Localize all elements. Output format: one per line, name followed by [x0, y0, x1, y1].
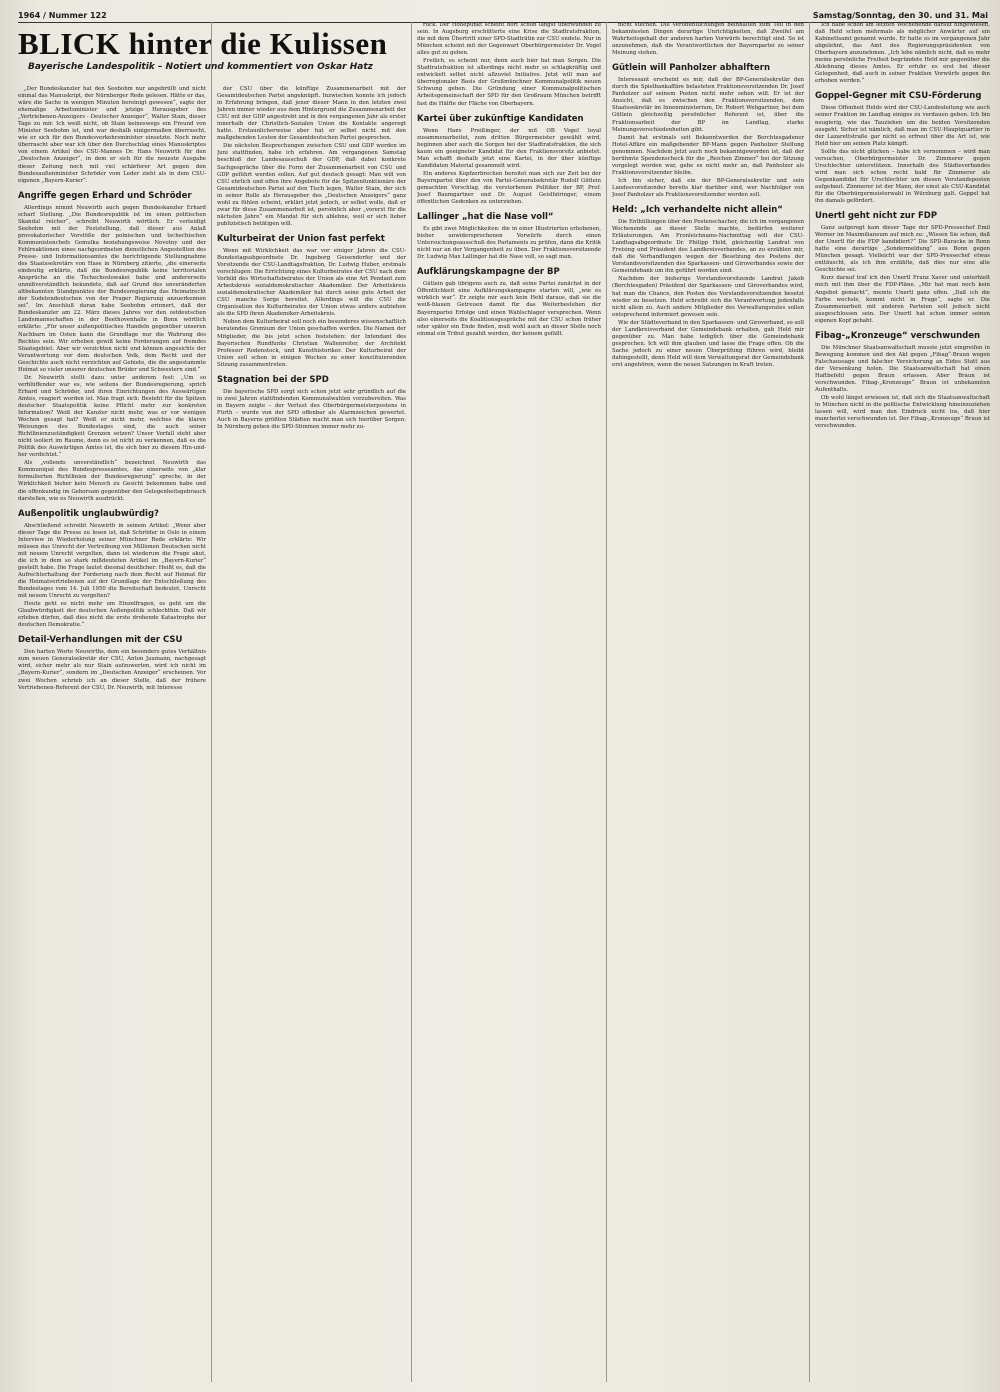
subheading: Fibag-„Kronzeuge“ verschwunden	[815, 330, 981, 341]
paragraph: Allerdings nimmt Neuwirth auch gegen Bundeskanzler Erhard scharf Stellung. „Die Bundesrepublik ist im einen politischen Skandal reicher“, schreibt Neuwirth wörtlich. Er verteidigt Seebohm mit der Feststellung, daß dieser aus Anlaß provokatorischer Vorstöße der polnischen und tschechischen Kommunistenchefs Gomulka beziehungsweise Novotny und der Fehlreaktionen eines nachgeordneten dienstlichen Angestellten des Presse- und Informationsamtes die berichtigende Stellungnahme des Staatssekretärs von Hase in Nürnberg zitierte, „die einerseits eindeutig erklärte, daß die Bundesrepublik keine territorialen Ansprüche an die Tschechoslowakei habe und andererseits unmißverständlich bekundete, daß auf Grund des unveränderten altbekannten Standpunktes der Bundesregierung das Heimatrecht der Sudetendeutschen von der Prager Regierung anzuerkennen sei“. Im Anschluß daran habe Seebohm erinnert, daß der Bundeskanzler am 22. März dieses Jahres vor den ostdeutschen Landsmannschaften in der Beethovenhalle in Bonn wörtlich erklärte: „Für unser außenpolitisches Handeln gegenüber unseren Nachbarn im Osten kann die Grundlage nur die Wahrung des Rechtes sein. Wir erheben gewiß keine Forderungen auf fremdes Staatsgebiet. Aber wir verzichten nicht und können angesichts der Verantwortung vor dem deutschen Volk, dem Recht und der Geschichte auch nicht verzichten auf Gebiete, die die angestammte Heimat so vieler unserer deutschen Brüder und Schwestern sind.“	[18, 204, 206, 373]
subheading: Gütlein will Panholzer abhalftern	[612, 63, 770, 74]
subheading: Lallinger „hat die Nase voll“	[417, 212, 554, 223]
column-rule	[606, 22, 607, 1382]
paragraph: Die bayerische SPD sorgt sich schon jetzt sehr gründlich auf die in zwei Jahren stattfindenden Kommunalwahlen vorzubereiten. Was in Bayern zeigte – der Verlust des Oberbürgermeisterpostens in Fürth – wurde von der SPD offenbar als Alarmzeichen gewertet. Auch in Bayerns größten Städten macht man sich hierüber Sorgen: In Nürnberg gehen die SPD-Stimmen immer mehr zu-	[217, 388, 406, 430]
paragraph: Den harten Worte Neuwirths, dem ein besonders gutes Verhältnis zum neuen Generalsekretär der CSU, Anton Jaumann, nachgesagt wird, sicher mehr als nur Stain aufzuwerten, wird ich nicht im „Bayern-Kurier“, sondern im „Deutschen Anzeiger“ erscheinen. Vor zwei Wochen schrieb ich an dieser Stelle, daß der frühere Vertriebenen-Referent der CSU, Dr. Neuwirth, mit Interesse	[18, 649, 206, 691]
paragraph: rück. Der Höhepunkt scheint dort schon längst überwunden zu sein. In Augsburg erschütterte eine Krise die Stadtratsfraktion, die mit dem Übertritt einer SPD-Stadträtin zur CSU endete. Nur in München scheint mit der Gegenwart Oberbürgermeister Dr. Vogel alles gut zu gehen.	[417, 22, 601, 57]
paragraph: Nachdem der bisherige Vorstandsvorsitzende Landrat Jakob (Berchtesgaden) Präsident der Sparkassen- und Giroverbandes wird, hat man die Chance, den Posten des Vorstandsvorsitzenden besetzt wieder zu besetzen. Held schreibt sich die Verantwortung jedenfalls nicht allein zu. Auch andere Mitglieder des Verwaltungsrates sollen entsprechend informiert gewesen sein.	[612, 276, 804, 318]
subheading: Stagnation bei der SPD	[217, 374, 329, 385]
subheading: Detail-Verhandlungen mit der CSU	[18, 635, 183, 646]
article-column-5	[815, 22, 990, 1386]
column-rule	[211, 22, 212, 1382]
paragraph: Dr. Neuwirth stellt dazu unter anderem fest: „Um so verblüffender war es, wie seitens der Bundesregierung, sprich Erhard und Schröder, und ihren Einrichtungen des Auswärtigen Amtes, reagiert worden ist. Man fragt sich: Besteht für die Spitzen deutscher Staatspolitik keine Pflicht mehr zur konkreten Information? Weiß der Kanzler nicht mehr, was er vor wenigen Wochen gesagt hat? Weiß er nicht mehr, welches die klaren Weisungen des Bundestages sind, die auch seiner Richtlinienzuständigkeit Grenzen setzen? Unser Vorfall steht aber nicht isoliert im Raume, denn es ist nicht zu verkennen, daß es die Politik des Auswärtigen Amtes ist, die sich hier zu diesem Hin-und-her verdichtet.“	[18, 374, 206, 459]
subheading: Held: „Ich verhandelte nicht allein“	[612, 205, 783, 216]
subheading: Außenpolitik unglaubwürdig?	[18, 508, 159, 519]
paragraph: Die Münchner Staatsanwaltschaft musste jetzt eingreifen in Bewegung kommen und den Akt gegen „Fibag“-Braun wegen Falschaussage und falscher Versicherung an Eides Statt aus der Versenkung holen. Die Staatsanwaltschaft hat einen Haftbefehl gegen Braun erlassen. Aber Braun ist verschwunden. Fibag-„Kronzeuge“ Braun ist unbekannten Aufenthalts.	[815, 344, 990, 394]
page-header	[18, 6, 988, 23]
paragraph: Ganz aufgeregt kam dieser Tage der SPD-Pressechef Emil Werner im Maximilianeum auf mich zu: „Wissen Sie schon, daß der Unertl für die FDP kandidiert?“ Die SPD-Baracke in Bonn hatte eine derartige „Sondermeldung“ aus Bonn gegen München gesagt. Vielleicht war der SPD-Pressechef etwas enttäuscht, als ich ihm erzählte, daß dies nur eine alte Geschichte sei.	[815, 225, 990, 274]
paragraph: Gütlein gab übrigens auch zu, daß seine Partei zunächst in der Öffentlichkeit eine Aufklärungskampagne starten will, „wie es wirklich war“. Er zeigte mir auch kein Hehl daraus, daß sie die weiß-blauen Getreuen damit für das Weiterbestehen der Bayernpartei Erfolge und einen Wahlschlager versprechen. Wenn also einerseits die Koalitionsgespräche mit der CSU schon früher oder später ein Ende finden, muß wohl auch an dieser Stelle noch einmal ein Tribut gezahlt werden, der keinem gefällt.	[417, 281, 601, 337]
paragraph: Ob wohl längst erwiesen ist, daß sich die Staatsanwaltschaft in München nicht in die politische Entwicklung hineinzuziehen lassen will, wird man den Eindruck nicht los, daß hier mancherlei verschwunden ist. Der Fibag-„Kronzeuge“ Braun ist verschwunden.	[815, 395, 990, 430]
paragraph: Freilich, es scheint nur, denn auch hier hat man Sorgen. Die Stadtratsfraktion ist allerdings nicht mehr so schlagkräftig und entwickelt selbst nicht allzuviel Initiative. Jetzt will man auf überregionaler Basis der Großmünchner Kommunalpolitik neuen Schwung geben. Die Gründung einer Kommunalpolitischen Arbeitsgemeinschaft der SPD für den Großraum München betrifft fast die Hälfte der Fläche von Oberbayern.	[417, 58, 601, 107]
paragraph: Wie der Städteverband in den Sparkassen- und Giroverband, so soll der Landkreisverband der Gemeindebank erhalten, gab Held mir gegenüber zu. Man habe lediglich über die Gemeindebank gesprochen. Ich will ihm glauben und lasse die Frage offen. Ob die Sache jedoch zu einer neuen Überprüfung führen wird, bleibt dahingestellt, denn Held will dem Verwaltungsrat der Gemeindebank erst angehören, wenn die neuen Satzungen in Kraft treten.	[612, 319, 804, 368]
article-column-1	[18, 86, 206, 1386]
paragraph: nicht stechen. Die Veröffentlichungen beinhalten zum Teil in den bekanntesten Dingen derartige Unrichtigkeiten, daß Zweifel am Wahrheitsgehalt der anderen harten Vorwürfe berechtigt sind. So ist anzunehmen, daß die Verantwortlichen der Bayernpartei zu seiner Meinung stehen.	[612, 22, 804, 57]
paragraph: Ein anderes Kopfzerbrechen bereitet man sich zur Zeit bei der Bayernpartei über den von Partei-Generalsekretär Rudolf Gütlein gemachten Vorschlag, die verstorbenen Politiker der BP, Prof. Josef Baumgartner und Dr. August Geislhöringer, einem öffentlichen Gedenken zu unterziehen.	[417, 170, 601, 206]
paragraph: Damit hat erstmals seit Bekanntwerden der Berchtesgadener Hotel-Affäre ein maßgebender BP-Mann gegen Panholzer Stellung genommen. Nachdem jetzt auch noch bekanntgeworden ist, daß der berühmte Spendenscheck für die „Reichen Zimmer“ bei der Sitzung vorgelegt worden war, gehe es nicht mehr an, daß Panholzer als Fraktionsvorsitzender bleibe.	[612, 134, 804, 176]
paragraph: Ich habe schon am letzten Wochenende darauf hingewiesen, daß Held schon mehrmals als möglicher Anwärter auf ein Kabinettsamt genannt wurde. Er hatte es im vergangenen Jahr abgelehnt, das Amt des Regierungspräsidenten von Oberbayern anzunehmen. „Ich lebe nämlich nicht, daß es mehr meine persönliche Freiheit begründete Held mir gegenüber die Ablehnung dieses Amtes. Er erfuhr es erst bei dieser Gelegenheit, daß auch in seiner Fraktion Vorwürfe gegen ihn erhoben werden.“	[815, 22, 990, 85]
article-column-3	[417, 22, 601, 1386]
article-column-2	[217, 86, 406, 1386]
paragraph: Neben dem Kulturbeirat soll noch ein besonderes wissenschaftlich beratendes Gremium der Union geschaffen werden. Die Namen der Mitglieder, die bis jetzt schon feststehen: der Intendant des Bayerischen Rundfunks Christian Wallenreiter, der Architekt Professor Rodenstock, und Kunsthistoriker. Der Kulturbeirat der Union soll schon in einigen Wochen zu einer konstituierenden Sitzung zusammentreten.	[217, 319, 406, 368]
paragraph: Wenn Hans Preißinger, der mit OB Vogel loyal zusammenarbeitet, zum dritten Bürgermeister gewählt wird, beginnen aber auch die Sorgen bei der Stadtratsfraktion, die sich kaum ein geeigneter Kandidat für den Fraktionsvorsitz anbietet. Man schafft deshalb jetzt eine Kartei, in der über künftige Kandidaten Material gesammelt wird.	[417, 127, 601, 169]
article-column-4	[612, 22, 804, 1386]
issue-date: Samstag/Sonntag, den 30. und 31. Mai	[812, 11, 988, 20]
paragraph: Die nächsten Besprechungen zwischen CSU und GDP werden im Juni stattfinden, habe ich erfahren. Am vergangenen Samstag beschloß der Landesausschuß der GDP, daß dabei konkrete Sachgespräche über die Form der Zusammenarbeit von CSU und GDP geführt werden sollen. Auf gut deutsch gesagt: Man will von CSU ehrlich und offen ihre Angebote für die Spitzenfunktionäre der Gesamtdeutschen Partei auf den Tisch legen, Walter Stain, der sich in seiner Rolle als Herausgeber des „Deutschen Anzeigers“ ganz wohl zu fühlen scheint, erklärt jetzt jedoch, er selbst wolle, daß er zwar für diese Zusammenarbeit ist, persönlich aber „vorerst für die nächsten Jahre“ ein Mandat für sich ablehne, weil er sich lieber publizistisch betätigen will.	[217, 143, 406, 227]
masthead	[18, 28, 410, 72]
column-rule	[809, 22, 810, 1382]
paragraph: Ich bin sicher, daß ein der BP-Generalsekretär und sein Landesvorsitzender bereits klar darüber sind, wer Nachfolger von Josef Panholzer als Fraktionsvorsitzender werden soll.	[612, 177, 804, 198]
paragraph: Sollte das nicht glücken – habe ich vernommen – wird man versuchen, Oberbürgermeister Dr. Zimmerer gegen Urschlechter unterstützen. Innerhalb des Städteverbandes wird man sich schon recht bald für Zimmerer als Gegenkandidat für Urschlechter um diesen Vorstandsposten aufgebaut. Zimmerer ist der Mann, der einst als CSU-Kandidat für die Oberbürgermeisterwahl in Würzburg galt. Goppel hat ihn damals gefördert.	[815, 148, 990, 205]
paragraph: Abschließend schreibt Neuwirth in seinem Artikel: „Wenn aber dieser Tage die Presse zu lesen ist, daß Schröder in Oslo in einem Interview in Wiederholung seiner Münchner Rede erklärte: Wir müssen das Unrecht der Vertreibung von Millionen Deutschen nicht mit neuem Unrecht vergelten, dann ist wiederum die Frage akut, die ich in dem so stark mißdeuteten Artikel im „Bayern-Kurier“ gestellt habe. Die Frage lautet diesmal deutlicher: Heißt es, daß die Aufrechterhaltung der Forderung nach dem Recht auf Heimat für die Heimatvertriebenen auf der Grundlage der Entschließung des Bundestages vom 14. Juli 1950 die Bereitschaft bedeutet, Unrecht mit neuem Unrecht zu vergelten?	[18, 522, 206, 600]
paragraph: Kurz darauf traf ich den Unertl Franz Xaver und unterhielt mich mit ihm über die FDP-Pläne. „Mir hat man noch kein Angebot gemacht“, meinte Unertl ganz offen. „Daß ich die Farbe wechsle, kommt nicht in Frage“, sagte er. Die Zusammenarbeit mit anderen Parteien soll jedoch nicht ausgeschlossen sein. Der Unertl hat schon immer seinen eigenen Kopf gehabt.	[815, 275, 990, 324]
paragraph: Wenn mit Wirklichkeit das war vor einiger Jahren die CSU-Bundestagsabgeordnete Dr. Ingeborg Geisendorfer und der Vorsitzende der CSU-Landtagsfraktion, Dr. Ludwig Huber, erstmals vorschlugen: Die Errichtung eines Kulturbeirates der CSU nach dem Vorbild des Wirtschaftsbeirates der Union als eine Art Pendant zum Arbeitskreis sozialdemokratischer Akademiker. Der Arbeitskreis sozialdemokratischer Akademiker hat durch seine gute Arbeit der CSU manche Sorge bereitet. Allerdings will die CSU die Organisation des Kulturbeirates der Union etwas anders aufziehen als die SPD ihren Akademiker-Arbeitskreis.	[217, 247, 406, 318]
column-title: BLICK hinter die Kulissen	[18, 26, 388, 61]
subheading: Angriffe gegen Erhard und Schröder	[18, 190, 192, 201]
subheading: Kartei über zukünftige Kandidaten	[417, 113, 584, 124]
column-subtitle: Bayerische Landespolitik – Notiert und kommentiert von Oskar Hatz	[28, 62, 373, 72]
subheading: Kulturbeirat der Union fast perfekt	[217, 233, 385, 244]
paragraph: Interessant erscheint es mir, daß der BP-Generalsekretär den durch die Spielbankaffäre belasteten Fraktionsvorsitzenden Dr. Josef Panholzer auf seinem Posten nicht mehr sehen will. Er ist der Ansicht, daß es zwischen den Fraktionsvorsitzenden, dem Staatssekretär im Innenministerium, Dr. Robert Wehgartner, bei dem Gütlein gleichzeitig persönlicher Referent ist, über die Fraktionsarbeit der BP im Landtag, starke Meinungsverschiedenheiten gibt.	[612, 77, 804, 133]
paragraph: Diese Offenheit Helds wird der CSU-Landesleitung wie auch seiner Fraktion im Landtag einiges zu verdauen geben. Ich bin neugierig, wie das Tauziehen um die beiden Vorsitzenden ausgeht. Sicher ist nämlich, daß man im CSU-Hauptquartier in der Lazarettstraße gar nicht so erfreut über die Art ist, wie Held hier um seinen Platz kämpft.	[815, 105, 990, 147]
paragraph: Heute geht es nicht mehr um Einzelfragen, es geht um die Glaubwürdigkeit der deutschen Außenpolitik schlechthin. Daß wir erleben dürfen, daß dies nicht die erste drohende Katastrophe der deutschen Demokratie.“	[18, 601, 206, 629]
subheading: Goppel-Gegner mit CSU-Förderung	[815, 91, 982, 102]
subheading: Aufklärungskampagne der BP	[417, 267, 560, 278]
paragraph: „Der Bundeskanzler hat den Seebohm nur angebrüllt und nicht einmal das Manuskript, der Nürnberger Rede gelesen. Hätte er das, wäre die Sache in wenigen Minuten bereinigt gewesen“, sagte der ehemalige Arbeitsminister und jetzige Herausgeber des „Vertriebenen-Anzeigers - Deutscher Anzeiger“, Walter Stain, dieser Tage zu mir. Ich weiß nicht, ob Stain keineswegs ein Freund von Minister Seebohm ist, und war deshalb einigermaßen überrascht, wie er sich für den Bundesverkehrsminister einsetzte. Noch mehr überrascht aber war ich über den Durchschlag eines Manuskriptes von einem Artikel des CSU-Mannes Dr. Hans Neuwirth für den „Deutschen Anzeiger“, in dem er sich für die neueste Ausgabe dieser Zeitung noch mit viel schärferer Art gegen den Bundesaußenminister Schröder vom Leder zieht als in dem CSU-eigenen „Bayern-Kurier“.	[18, 86, 206, 184]
paragraph: Als „vollends unverständlich“ bezeichnet Neuwirth das Kommuniqué des Bundespresseamtes, das einerseits von „klar formulierten Richtlinien der Bundesregierung“ spreche, in der Wirklichkeit bisher kein Mensch zu Gesicht bekommen habe und die offenkundig im Gehorsam gegenüber den Gelegenheitsgebrauch darstellen, wie es Neuwirth ausdrückt.	[18, 460, 206, 502]
paragraph: der CSU über die künftige Zusammenarbeit mit der Gesamtdeutschen Partei angeknüpft. Inzwischen konnte ich jedoch in Erfahrung bringen, daß jener dieser Mann in den letzten zwei Jahren immer wieder aus dem Hintergrund die Zusammenarbeit der CSU mit der GDP angestrebt und in den vergangenen Jahr als erster innerhalb der Christlich-Sozialen Union die Kontakte angeregt hatte. Erstaunlicherweise aber hat er selbst nicht mit den maßgebenden Leuten der Gesamtdeutschen Partei gesprochen.	[217, 86, 406, 142]
column-rule	[411, 22, 412, 1382]
subheading: Unertl geht nicht zur FDP	[815, 211, 938, 222]
paragraph: Es gibt zwei Möglichkeiten: die in einer Illustrierten erhobenen, bisher unwidersprochenen Vorwürfe durch einen Untersuchungsausschuß des Parlaments zu prüfen, dann die Kritik nicht nur an der Vergangenheit zu üben. Der Fraktionsvorsitzende Dr. Ludwig Max Lallinger hat die Nase voll, so sagt man.	[417, 226, 601, 261]
issue-number: 1964 / Nummer 122	[18, 11, 107, 20]
paragraph: Die Enthüllungen über den Postenschacher, die ich im vergangenen Wochenende an dieser Stelle machte, bedürfen weiterer Erläuterungen. Am Fronleichnams-Nachmittag will der CSU-Landtagsabgeordnete Dr. Philipp Held, gleichzeitig Landrat von Freising und Präsident des Landkreisverbandes, an zu erzählen mir, daß die Verhandlungen wegen der Besetzung des Postens der Vorstandsvorsitzenden des Sparkassen- und Giroverbandes sowie der Gemeindebank um ihn geführt worden sind.	[612, 219, 804, 275]
